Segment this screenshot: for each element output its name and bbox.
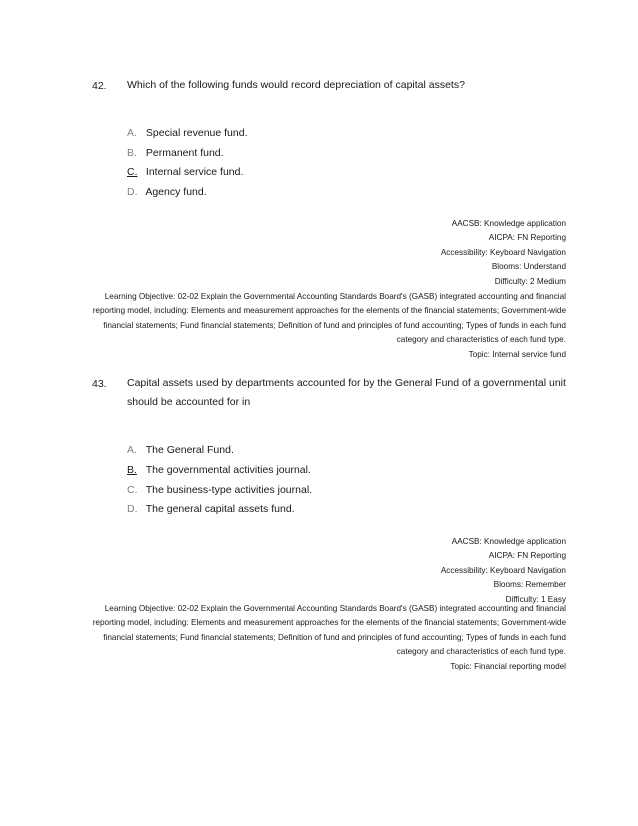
option-text: Permanent fund. (145, 147, 224, 159)
option-text: The General Fund. (145, 444, 234, 456)
question-text: Which of the following funds would record depreciation of capital assets? (127, 79, 465, 91)
option-b (127, 147, 224, 161)
option-letter: B. (127, 464, 137, 476)
option-d (127, 503, 295, 517)
difficulty-tag: Difficulty: 2 Medium (494, 276, 566, 286)
aicpa-tag: AICPA: FN Reporting (488, 551, 566, 561)
topic-tag: Topic: Internal service fund (468, 349, 566, 359)
learning-objective: Learning Objective: 02-02 Explain the Governmental Accounting Standards Board's (GASB) integrated accounting and financial reporting model, including: Elements and measurement approaches for the elements of the financial statements; Government-wide financial statements; Fund financial statements; Definition of fund and principles of fund accounting; Types of funds in each fund category and characteristics of each fund type. (92, 292, 566, 345)
option-a (127, 127, 248, 141)
learning-objective-block (88, 290, 566, 362)
difficulty-tag: Difficulty: 1 Easy (505, 594, 566, 604)
option-letter: D. (127, 186, 138, 198)
aicpa-tag: AICPA: FN Reporting (488, 233, 566, 243)
question-metadata (86, 217, 566, 289)
option-letter: B. (127, 147, 137, 159)
option-d (127, 186, 207, 200)
option-text: Special revenue fund. (145, 127, 248, 139)
question-number: 42. (92, 80, 107, 92)
option-b-correct (127, 464, 311, 478)
option-c (127, 484, 312, 498)
question-number: 43. (92, 378, 107, 390)
option-text: Agency fund. (145, 186, 207, 198)
accessibility-tag: Accessibility: Keyboard Navigation (440, 565, 566, 575)
option-letter: A. (127, 127, 137, 139)
option-letter: A. (127, 444, 137, 456)
learning-objective: Learning Objective: 02-02 Explain the Governmental Accounting Standards Board's (GASB) integrated accounting and financial reporting model, including: Elements and measurement approaches for the elements of the financial statements; Government-wide financial statements; Fund financial statements; Definition of fund and principles of fund accounting; Types of funds in each fund category and characteristics of each fund type. (92, 604, 566, 657)
option-text: The general capital assets fund. (145, 503, 295, 515)
blooms-tag: Blooms: Remember (493, 580, 566, 590)
topic-tag: Topic: Financial reporting model (450, 661, 566, 671)
question-metadata (86, 535, 566, 607)
accessibility-tag: Accessibility: Keyboard Navigation (440, 247, 566, 257)
question-text: Capital assets used by departments accounted for by the General Fund of a governmental unit should be accounted for in (127, 377, 566, 408)
aacsb-tag: AACSB: Knowledge application (451, 219, 566, 228)
learning-objective-block (88, 602, 566, 674)
option-letter: D. (127, 503, 138, 515)
option-text: The business-type activities journal. (145, 484, 313, 496)
option-a (127, 444, 234, 458)
blooms-tag: Blooms: Understand (491, 262, 566, 272)
option-letter: C. (127, 166, 138, 178)
option-text: The governmental activities journal. (145, 464, 311, 476)
option-c-correct (127, 166, 243, 180)
aacsb-tag: AACSB: Knowledge application (451, 537, 566, 546)
option-letter: C. (127, 484, 138, 496)
option-text: Internal service fund. (145, 166, 244, 178)
